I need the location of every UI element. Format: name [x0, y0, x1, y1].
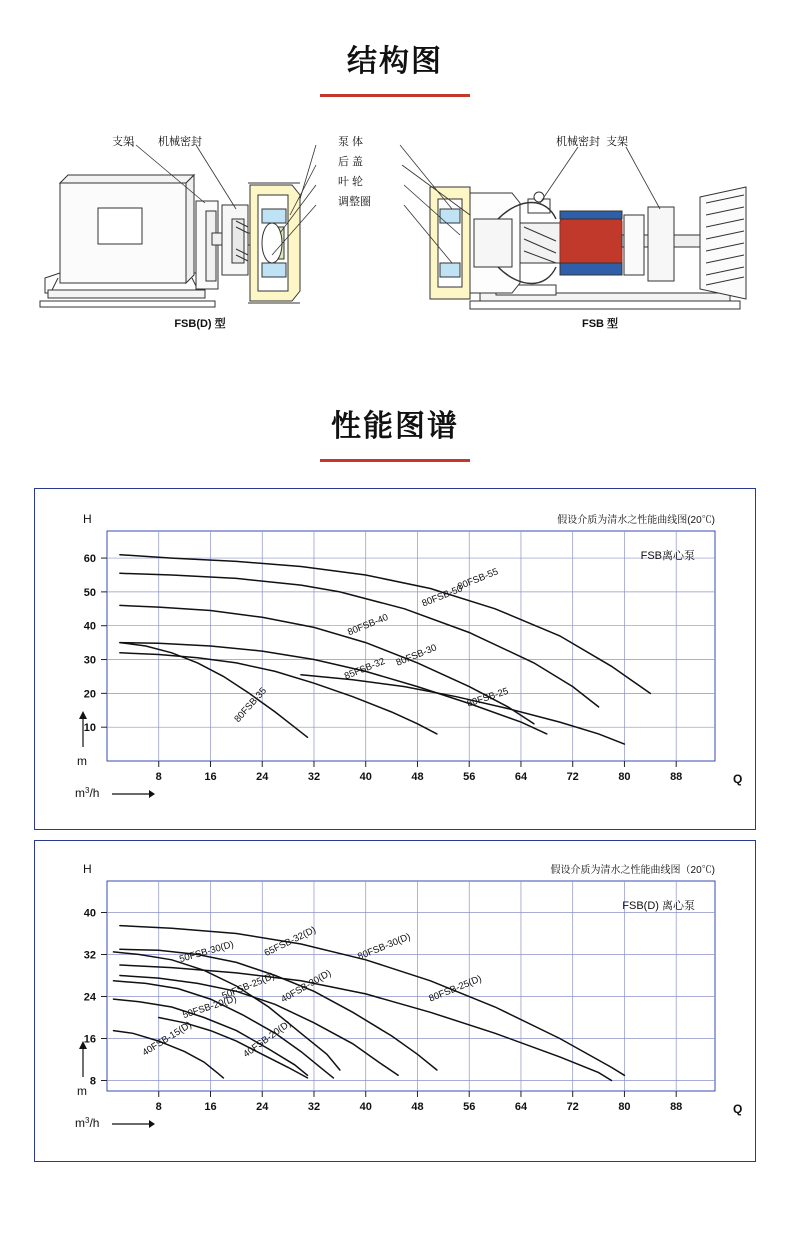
xtick-label: 48 — [411, 1101, 424, 1113]
xtick-label: 56 — [463, 1101, 476, 1113]
curve-label: 40FSB-20(D) — [241, 1018, 294, 1061]
xtick-label: 64 — [514, 1101, 528, 1113]
xtick-label: 80 — [618, 771, 631, 783]
xtick-label: 88 — [670, 771, 683, 783]
curve-label: 80FSB-25 — [465, 685, 510, 710]
y-axis-label: H — [83, 862, 92, 876]
xtick-label: 40 — [359, 771, 372, 783]
curve-label: 50FSB-20(D) — [181, 993, 239, 1022]
xtick-label: 72 — [566, 771, 579, 783]
curve-label: 50FSB-25(D) — [220, 970, 277, 1002]
label-impeller: 叶 轮 — [338, 176, 364, 188]
label-right-mech-seal: 机械密封 — [556, 136, 600, 148]
x-axis-unit: $m^3/h$ — [75, 1116, 100, 1130]
curve-label: 65FSB-32(D) — [262, 924, 318, 959]
performance-section — [0, 373, 790, 1162]
ytick-label: 16 — [83, 1033, 96, 1046]
ytick-label: 8 — [89, 1075, 96, 1088]
performance-title: 性能图谱 — [331, 410, 459, 443]
curve-label: 80FSB-50 — [420, 583, 465, 610]
ytick-label: 40 — [83, 907, 96, 920]
curve-label: 80FSB-25(D) — [427, 973, 484, 1005]
xtick-label: 24 — [256, 1101, 269, 1113]
curve-label: 80FSB-30(D) — [356, 931, 413, 963]
x-axis-unit: $m^3/h$ — [75, 786, 100, 800]
performance-title-rule — [320, 459, 470, 462]
curve-label: 40FSB-30(D) — [279, 967, 334, 1006]
ytick-label: 20 — [83, 688, 96, 701]
y-axis-label: H — [83, 512, 92, 526]
right-pump-assembly — [430, 187, 746, 309]
curve-label: 50FSB-30(D) — [178, 939, 235, 966]
xtick-label: 16 — [204, 771, 217, 783]
xtick-label: 40 — [359, 1101, 372, 1113]
y-axis-unit: m — [77, 754, 87, 768]
curve-label: 80FSB-35 — [232, 685, 270, 725]
structure-title-rule — [320, 94, 470, 97]
ytick-label: 40 — [83, 620, 96, 633]
chart-legend: FSB(D) 离心泵 — [622, 900, 695, 912]
xtick-label: 32 — [307, 771, 321, 783]
label-pump-body: 泵 体 — [338, 136, 364, 148]
chart-fsbd-svg — [35, 841, 753, 1159]
y-axis-unit: m — [77, 1084, 87, 1098]
xtick-label: 48 — [411, 771, 424, 783]
caption-left-model: FSB(D) 型 — [174, 318, 226, 330]
structure-section — [0, 0, 790, 373]
ytick-label: 10 — [83, 722, 96, 735]
caption-right-model: FSB 型 — [581, 318, 619, 330]
xtick-label: 8 — [155, 771, 162, 783]
left-pump-assembly — [40, 175, 300, 307]
xtick-label: 80 — [618, 1101, 631, 1113]
ytick-label: 30 — [83, 654, 96, 667]
chart-note: 假设介质为清水之性能曲线图(20℃) — [557, 515, 715, 526]
xtick-label: 32 — [307, 1101, 321, 1113]
ytick-label: 60 — [83, 553, 96, 566]
chart-fsb — [34, 488, 756, 830]
xtick-label: 88 — [670, 1101, 683, 1113]
ytick-label: 32 — [83, 949, 96, 962]
curve-label: 80FSB-30 — [394, 642, 439, 669]
xtick-label: 56 — [463, 771, 476, 783]
label-left-mech-seal: 机械密封 — [158, 136, 202, 148]
x-arrow-head — [149, 790, 155, 798]
curve-label: 80FSB-40 — [346, 611, 390, 639]
label-right-bracket: 支架 — [606, 136, 628, 148]
structure-diagram — [0, 123, 790, 373]
curve-label: 85FSB-32 — [342, 655, 387, 683]
structure-title: 结构图 — [347, 45, 443, 78]
label-rear-cover: 后 盖 — [338, 156, 364, 168]
curve-label: 40FSB-15(D) — [140, 1019, 194, 1059]
x-axis-label: Q — [733, 772, 743, 786]
chart-fsbd — [34, 840, 756, 1162]
label-left-bracket: 支架 — [112, 136, 134, 148]
ytick-label: 50 — [83, 586, 96, 599]
label-adjust-ring: 调整圈 — [338, 196, 371, 208]
chart-fsb-svg — [35, 489, 753, 827]
xtick-label: 64 — [514, 771, 528, 783]
xtick-label: 8 — [155, 1101, 162, 1113]
xtick-label: 72 — [566, 1101, 579, 1113]
x-axis-label: Q — [733, 1102, 743, 1116]
xtick-label: 16 — [204, 1101, 217, 1113]
y-arrow-head — [79, 711, 87, 719]
ytick-label: 24 — [83, 991, 96, 1004]
xtick-label: 24 — [256, 771, 269, 783]
curve-label: 80FSB-55 — [456, 566, 500, 593]
x-arrow-head — [149, 1120, 155, 1128]
structure-diagram-svg — [0, 123, 790, 373]
chart-legend: FSB离心泵 — [640, 550, 695, 562]
chart-note: 假设介质为清水之性能曲线图（20℃) — [550, 865, 715, 876]
